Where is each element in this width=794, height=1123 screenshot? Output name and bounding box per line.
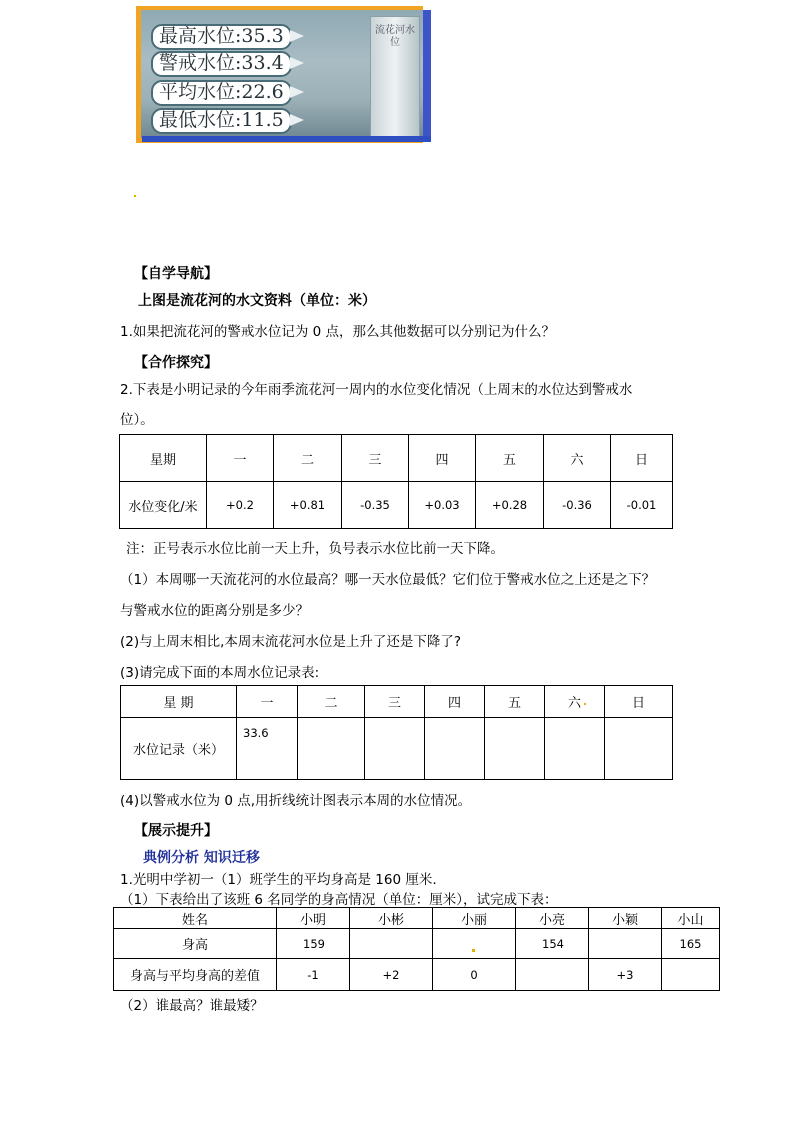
table-cell: 身高 bbox=[114, 929, 277, 959]
table-cell: 五 bbox=[476, 435, 544, 482]
table-row bbox=[114, 908, 720, 929]
table-row bbox=[121, 686, 673, 718]
table-cell: 一 bbox=[237, 686, 298, 718]
table-cell: 小颖 bbox=[589, 908, 662, 929]
table-cell: 159 bbox=[277, 929, 350, 959]
table-cell: 154 bbox=[516, 929, 589, 959]
table-cell: 水位变化/米 bbox=[120, 482, 207, 529]
table-cell: 小丽 bbox=[433, 908, 516, 929]
table-cell: 小明 bbox=[277, 908, 350, 929]
problem-1: 1.光明中学初一（1）班学生的平均身高是 160 厘米. bbox=[120, 872, 437, 888]
table-row bbox=[121, 718, 673, 780]
sub-question-4: (4)以警戒水位为 0 点,用折线统计图表示本周的水位情况。 bbox=[120, 793, 472, 809]
table-cell[interactable] bbox=[298, 718, 365, 780]
table-cell: +0.81 bbox=[274, 482, 342, 529]
table-cell[interactable] bbox=[365, 718, 425, 780]
table-cell: 六 bbox=[545, 686, 605, 718]
table-row bbox=[120, 435, 673, 482]
table-cell: 三 bbox=[365, 686, 425, 718]
table-cell: +3 bbox=[589, 959, 662, 991]
table-note: 注：正号表示水位比前一天上升，负号表示水位比前一天下降。 bbox=[126, 541, 504, 557]
table-cell: +0.28 bbox=[476, 482, 544, 529]
height-table bbox=[113, 907, 720, 991]
table-cell: 0 bbox=[433, 959, 516, 991]
water-level-photo bbox=[141, 10, 427, 138]
gauge-post-label: 流花河水位 bbox=[375, 25, 415, 48]
table-cell: 身高与平均身高的差值 bbox=[114, 959, 277, 991]
bubble-average: 平均水位:22.6 bbox=[151, 80, 292, 106]
table-cell[interactable] bbox=[350, 929, 433, 959]
table-row bbox=[120, 482, 673, 529]
table-cell: 一 bbox=[207, 435, 274, 482]
problem-1-part-1: （1）下表给出了该班 6 名同学的身高情况（单位：厘米），试完成下表： bbox=[120, 892, 558, 908]
cooperate-heading: 【合作探究】 bbox=[134, 355, 218, 371]
table-cell: 165 bbox=[662, 929, 720, 959]
water-record-table bbox=[120, 685, 673, 780]
table-cell: +2 bbox=[350, 959, 433, 991]
question-2-line2: 位）。 bbox=[120, 412, 154, 428]
table-cell: 日 bbox=[605, 686, 673, 718]
table-row bbox=[114, 959, 720, 991]
sub-question-1-line1: （1）本周哪一天流花河的水位最高？哪一天水位最低？它们位于警戒水位之上还是之下？ bbox=[120, 572, 656, 588]
table-cell: 小彬 bbox=[350, 908, 433, 929]
question-2-line1: 2.下表是小明记录的今年雨季流花河一周内的水位变化情况（上周末的水位达到警戒水 bbox=[120, 382, 633, 398]
table-cell[interactable] bbox=[516, 959, 589, 991]
table-cell: 三 bbox=[342, 435, 409, 482]
table-cell[interactable] bbox=[605, 718, 673, 780]
table-cell[interactable] bbox=[662, 959, 720, 991]
table-cell[interactable] bbox=[545, 718, 605, 780]
sub-question-2: (2)与上周末相比,本周末流花河水位是上升了还是下降了? bbox=[120, 634, 462, 650]
show-heading: 【展示提升】 bbox=[134, 823, 218, 839]
table-cell: 星期 bbox=[120, 435, 207, 482]
picture-shadow-right bbox=[423, 10, 431, 136]
table-cell: +0.03 bbox=[409, 482, 476, 529]
sub-question-3: (3)请完成下面的本周水位记录表: bbox=[120, 665, 320, 681]
bubble-highest: 最高水位:35.3 bbox=[151, 24, 292, 50]
table-cell: 小亮 bbox=[516, 908, 589, 929]
table-cell: +0.2 bbox=[207, 482, 274, 529]
table-cell: 姓名 bbox=[114, 908, 277, 929]
table-cell[interactable] bbox=[425, 718, 485, 780]
picture-caption: 上图是流花河的水文资料（单位：米） bbox=[138, 293, 376, 309]
gauge-post bbox=[370, 16, 420, 138]
water-level-picture bbox=[136, 6, 423, 143]
table-cell: 四 bbox=[409, 435, 476, 482]
problem-1-part-2: （2）谁最高？谁最矮？ bbox=[120, 998, 264, 1014]
stray-dot bbox=[584, 703, 586, 705]
bubble-lowest: 最低水位:11.5 bbox=[151, 108, 292, 134]
table-cell: -0.35 bbox=[342, 482, 409, 529]
table-cell: -0.01 bbox=[611, 482, 673, 529]
water-change-table bbox=[119, 434, 673, 529]
question-1: 1.如果把流花河的警戒水位记为 0 点，那么其他数据可以分别记为什么？ bbox=[120, 324, 556, 340]
table-cell: 日 bbox=[611, 435, 673, 482]
table-cell: 五 bbox=[485, 686, 545, 718]
table-cell: 33.6 bbox=[237, 718, 298, 780]
sub-question-1-line2: 与警戒水位的距离分别是多少？ bbox=[120, 603, 309, 619]
table-cell: 二 bbox=[274, 435, 342, 482]
table-cell[interactable] bbox=[433, 929, 516, 959]
table-cell: -1 bbox=[277, 959, 350, 991]
stray-dot bbox=[134, 195, 136, 197]
table-cell: 二 bbox=[298, 686, 365, 718]
table-cell: 小山 bbox=[662, 908, 720, 929]
table-cell: 水位记录（米） bbox=[121, 718, 237, 780]
self-study-heading: 【自学导航】 bbox=[134, 266, 218, 282]
table-cell: 四 bbox=[425, 686, 485, 718]
bubble-warning: 警戒水位:33.4 bbox=[151, 51, 292, 77]
table-cell: 六 bbox=[544, 435, 611, 482]
example-heading: 典例分析 知识迁移 bbox=[143, 850, 260, 866]
table-cell[interactable] bbox=[485, 718, 545, 780]
table-cell: 星 期 bbox=[121, 686, 237, 718]
stray-dot bbox=[472, 949, 475, 952]
table-cell: -0.36 bbox=[544, 482, 611, 529]
table-cell[interactable] bbox=[589, 929, 662, 959]
table-row bbox=[114, 929, 720, 959]
picture-shadow-bottom bbox=[142, 136, 431, 142]
